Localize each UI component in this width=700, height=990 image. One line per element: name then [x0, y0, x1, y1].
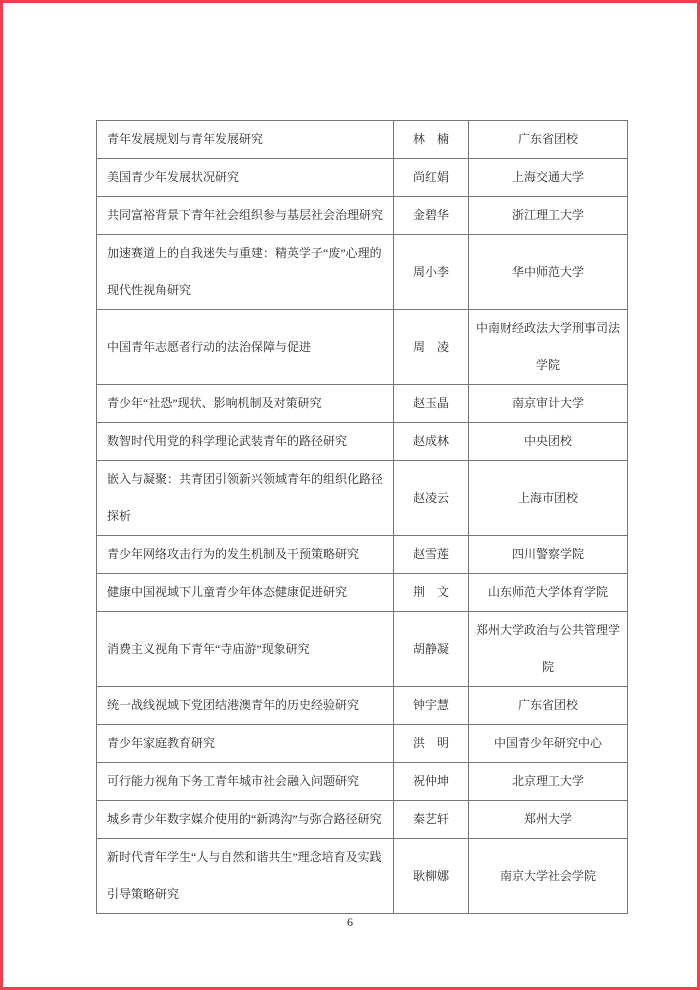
table-row	[97, 612, 628, 687]
institution-cell: 上海交通大学	[469, 159, 628, 197]
table-row	[97, 574, 628, 612]
person-name-cell: 赵凌云	[394, 461, 469, 536]
table-row	[97, 159, 628, 197]
institution-cell: 南京大学社会学院	[469, 839, 628, 914]
person-name-cell: 周 凌	[394, 310, 469, 385]
person-name-cell: 秦艺轩	[394, 801, 469, 839]
table-row	[97, 839, 628, 914]
person-name-cell: 洪 明	[394, 725, 469, 763]
topic-title-cell: 新时代青年学生“人与自然和谐共生”理念培育及实践引导策略研究	[97, 839, 394, 914]
page-number: 6	[347, 915, 353, 929]
topic-title-cell: 青少年家庭教育研究	[97, 725, 394, 763]
institution-cell: 北京理工大学	[469, 763, 628, 801]
topic-title-cell: 青少年网络攻击行为的发生机制及干预策略研究	[97, 536, 394, 574]
person-name-cell: 荆 文	[394, 574, 469, 612]
institution-cell: 广东省团校	[469, 687, 628, 725]
topic-title-cell: 消费主义视角下青年“寺庙游”现象研究	[97, 612, 394, 687]
person-name-cell: 赵雪莲	[394, 536, 469, 574]
institution-cell: 华中师范大学	[469, 235, 628, 310]
research-table-body	[97, 121, 628, 914]
institution-cell: 广东省团校	[469, 121, 628, 159]
topic-title-cell: 加速赛道上的自我迷失与重建：精英学子“废”心理的现代性视角研究	[97, 235, 394, 310]
institution-cell: 中国青少年研究中心	[469, 725, 628, 763]
topic-title-cell: 可行能力视角下务工青年城市社会融入问题研究	[97, 763, 394, 801]
research-topics-table	[96, 120, 628, 914]
person-name-cell: 祝仲坤	[394, 763, 469, 801]
topic-title-cell: 健康中国视域下儿童青少年体态健康促进研究	[97, 574, 394, 612]
person-name-cell: 钟宇慧	[394, 687, 469, 725]
table-row	[97, 121, 628, 159]
table-row	[97, 763, 628, 801]
institution-cell: 郑州大学政治与公共管理学院	[469, 612, 628, 687]
person-name-cell: 赵玉晶	[394, 385, 469, 423]
institution-cell: 浙江理工大学	[469, 197, 628, 235]
institution-cell: 郑州大学	[469, 801, 628, 839]
topic-title-cell: 美国青少年发展状况研究	[97, 159, 394, 197]
table-row	[97, 385, 628, 423]
person-name-cell: 林 楠	[394, 121, 469, 159]
person-name-cell: 胡静凝	[394, 612, 469, 687]
topic-title-cell: 共同富裕背景下青年社会组织参与基层社会治理研究	[97, 197, 394, 235]
institution-cell: 中央团校	[469, 423, 628, 461]
topic-title-cell: 统一战线视域下党团结港澳青年的历史经验研究	[97, 687, 394, 725]
person-name-cell: 尚红娟	[394, 159, 469, 197]
person-name-cell: 耿柳娜	[394, 839, 469, 914]
topic-title-cell: 中国青年志愿者行动的法治保障与促进	[97, 310, 394, 385]
institution-cell: 中南财经政法大学刑事司法学院	[469, 310, 628, 385]
institution-cell: 山东师范大学体育学院	[469, 574, 628, 612]
table-row	[97, 536, 628, 574]
table-row	[97, 197, 628, 235]
topic-title-cell: 数智时代用党的科学理论武装青年的路径研究	[97, 423, 394, 461]
institution-cell: 南京审计大学	[469, 385, 628, 423]
table-row	[97, 310, 628, 385]
table-row	[97, 725, 628, 763]
table-row	[97, 235, 628, 310]
institution-cell: 四川警察学院	[469, 536, 628, 574]
topic-title-cell: 嵌入与凝聚：共青团引领新兴领域青年的组织化路径探析	[97, 461, 394, 536]
person-name-cell: 周小李	[394, 235, 469, 310]
table-row	[97, 423, 628, 461]
table-row	[97, 801, 628, 839]
table-row	[97, 687, 628, 725]
institution-cell: 上海市团校	[469, 461, 628, 536]
table-row	[97, 461, 628, 536]
person-name-cell: 金碧华	[394, 197, 469, 235]
topic-title-cell: 青年发展规划与青年发展研究	[97, 121, 394, 159]
topic-title-cell: 城乡青少年数字媒介使用的“新鸿沟”与弥合路径研究	[97, 801, 394, 839]
person-name-cell: 赵成林	[394, 423, 469, 461]
topic-title-cell: 青少年“社恐”现状、影响机制及对策研究	[97, 385, 394, 423]
